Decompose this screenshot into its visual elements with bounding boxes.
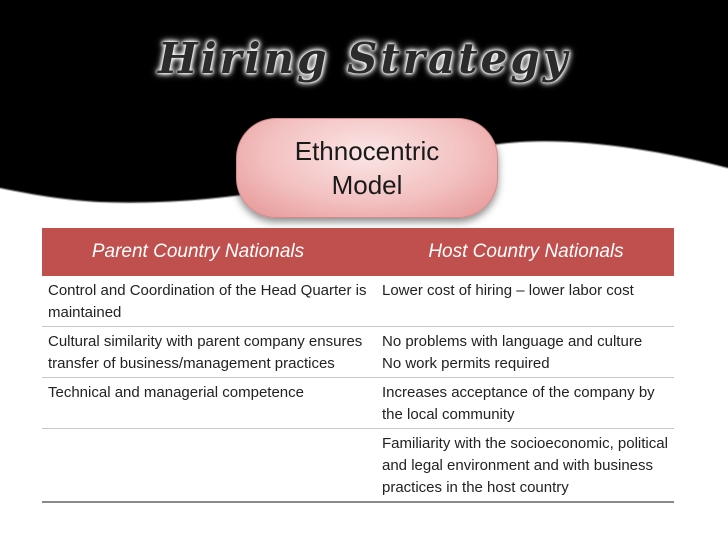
parent-cell: Technical and managerial competence xyxy=(48,384,304,401)
header-parent-country-nationals: Parent Country Nationals xyxy=(91,241,305,262)
table-row xyxy=(42,276,674,327)
host-cell-line: Lower cost of hiring – lower labor cost xyxy=(382,282,634,299)
comparison-table xyxy=(42,228,674,503)
table-row xyxy=(42,429,674,503)
parent-cell: Cultural similarity with parent company ensures transfer of business/management practices xyxy=(48,333,363,372)
parent-cell: Control and Coordination of the Head Quarter is maintained xyxy=(48,282,367,321)
bubble-line-1: Ethnocentric xyxy=(294,136,440,166)
host-cell xyxy=(382,429,674,501)
host-cell xyxy=(382,327,674,377)
table-row xyxy=(42,378,674,429)
table-row xyxy=(42,327,674,378)
host-cell xyxy=(382,378,674,428)
ethnocentric-model-bubble xyxy=(236,118,498,218)
host-cell-line: Increases acceptance of the company by the local community xyxy=(382,384,655,423)
host-cell xyxy=(382,276,674,326)
parent-cell xyxy=(42,429,382,501)
slide-title: Hiring Strategy xyxy=(157,34,571,83)
host-cell-line: No problems with language and culture xyxy=(382,333,643,350)
bubble-line-2: Model xyxy=(331,170,403,200)
header-host-country-nationals: Host Country Nationals xyxy=(428,241,624,262)
host-cell-line: No work permits required xyxy=(382,355,550,372)
host-cell-line: Familiarity with the socioeconomic, political and legal environment and with business practices in the host country xyxy=(382,435,668,496)
table-header xyxy=(42,228,674,276)
